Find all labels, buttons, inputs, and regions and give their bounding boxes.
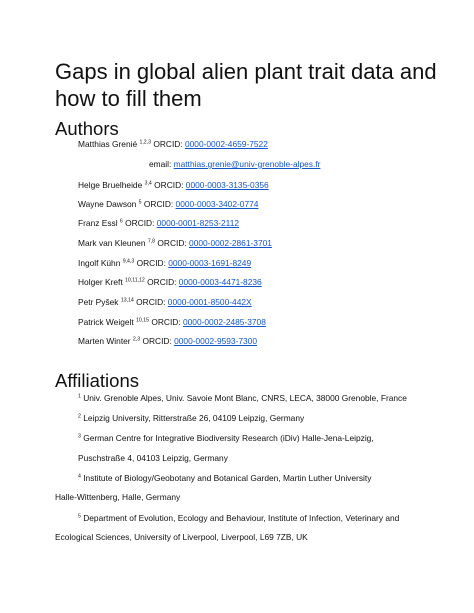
- affiliation-superscript: 2,3: [132, 336, 141, 343]
- affiliation-continuation: Halle-Wittenberg, Halle, Germany: [55, 492, 181, 502]
- author-line: [78, 139, 268, 150]
- orcid-label: ORCID:: [154, 180, 184, 190]
- orcid-link[interactable]: 0000-0001-8253-2112: [156, 218, 240, 228]
- orcid-link[interactable]: 0000-0002-2861-3701: [189, 238, 272, 248]
- affiliation-line: [78, 473, 371, 484]
- affiliation-number: 3: [78, 433, 81, 440]
- author-name: Holger Kreft: [78, 277, 123, 287]
- orcid-label: ORCID:: [136, 297, 166, 307]
- author-line: [78, 277, 262, 288]
- author-name: Helge Bruelheide: [78, 180, 143, 190]
- author-name: Marten Winter: [78, 336, 131, 346]
- author-line: [78, 199, 258, 210]
- orcid-link[interactable]: 0000-0002-9593-7300: [174, 336, 258, 346]
- orcid-label: ORCID:: [153, 139, 183, 149]
- affiliation-text: Institute of Biology/Geobotany and Botanical Garden, Martin Luther University: [83, 473, 372, 483]
- affiliation-number: 1: [78, 393, 81, 400]
- affiliation-superscript: 9,4,3: [122, 258, 135, 265]
- affiliation-text: Department of Evolution, Ecology and Behaviour, Institute of Infection, Veterinary and: [83, 513, 400, 523]
- affiliation-superscript: 13,14: [120, 297, 134, 304]
- affiliation-line: [78, 413, 304, 424]
- orcid-label: ORCID:: [151, 317, 181, 327]
- author-line: [78, 297, 252, 308]
- email-label: email:: [149, 159, 172, 169]
- affiliations-heading: Affiliations: [55, 370, 139, 391]
- orcid-link[interactable]: 0000-0002-2485-3708: [182, 317, 266, 327]
- affiliation-line: [78, 433, 374, 444]
- author-name: Wayne Dawson: [78, 199, 137, 209]
- email-link[interactable]: matthias.grenie@univ-grenoble-alpes.fr: [173, 159, 321, 169]
- orcid-label: ORCID:: [147, 277, 177, 287]
- orcid-link[interactable]: 0000-0003-3135-0356: [185, 180, 269, 190]
- author-line: [78, 218, 239, 229]
- affiliation-text: German Centre for Integrative Biodiversity Research (iDiv) Halle-Jena-Leipzig,: [83, 433, 374, 443]
- orcid-link[interactable]: 0000-0001-8500-442X: [167, 297, 252, 307]
- affiliation-continuation: Puschstraße 4, 04103 Leipzig, Germany: [78, 453, 228, 463]
- affiliation-text: Univ. Grenoble Alpes, Univ. Savoie Mont Blanc, CNRS, LECA, 38000 Grenoble, France: [83, 393, 407, 403]
- authors-heading: Authors: [55, 118, 119, 139]
- author-name: Petr Pyšek: [78, 297, 119, 307]
- author-name: Matthias Grenié: [78, 139, 138, 149]
- affiliation-number: 5: [78, 513, 81, 520]
- affiliation-line: [78, 393, 407, 404]
- orcid-label: ORCID:: [125, 218, 155, 228]
- affiliation-superscript: 7,8: [147, 238, 156, 245]
- orcid-label: ORCID:: [142, 336, 172, 346]
- affiliation-number: 4: [78, 473, 81, 480]
- affiliation-superscript: 10,15: [136, 317, 150, 324]
- author-name: Patrick Weigelt: [78, 317, 134, 327]
- affiliation-superscript: 3,4: [144, 180, 152, 187]
- paper-title: Gaps in global alien plant trait data and how to fill them: [55, 59, 437, 111]
- orcid-link[interactable]: 0000-0003-4471-8236: [178, 277, 262, 287]
- author-name: Ingolf Kühn: [78, 258, 121, 268]
- orcid-label: ORCID:: [143, 199, 174, 209]
- affiliation-line: [78, 513, 399, 524]
- author-line: [78, 317, 266, 328]
- orcid-link[interactable]: 0000-0003-3402-0774: [175, 199, 259, 209]
- affiliation-superscript: 6: [119, 218, 123, 225]
- affiliation-continuation: Ecological Sciences, University of Liverpool, Liverpool, L69 7ZB, UK: [55, 532, 308, 542]
- affiliation-superscript: 5: [138, 199, 142, 206]
- affiliation-number: 2: [78, 413, 81, 420]
- author-name: Franz Essl: [78, 218, 118, 228]
- affiliation-superscript: 1,2,3: [139, 139, 151, 146]
- orcid-link[interactable]: 0000-0002-4659-7522: [184, 139, 268, 149]
- affiliation-text: Leipzig University, Ritterstraße 26, 04109 Leipzig, Germany: [83, 413, 305, 423]
- orcid-link[interactable]: 0000-0003-1691-8249: [168, 258, 252, 268]
- author-line: [78, 180, 269, 191]
- orcid-label: ORCID:: [136, 258, 166, 268]
- author-name: Mark van Kleunen: [78, 238, 146, 248]
- author-line: [78, 238, 272, 249]
- author-line: [78, 258, 251, 269]
- affiliation-superscript: 10,11,12: [125, 277, 145, 284]
- orcid-label: ORCID:: [157, 238, 187, 248]
- author-line: [78, 336, 257, 347]
- email-line: [149, 159, 320, 170]
